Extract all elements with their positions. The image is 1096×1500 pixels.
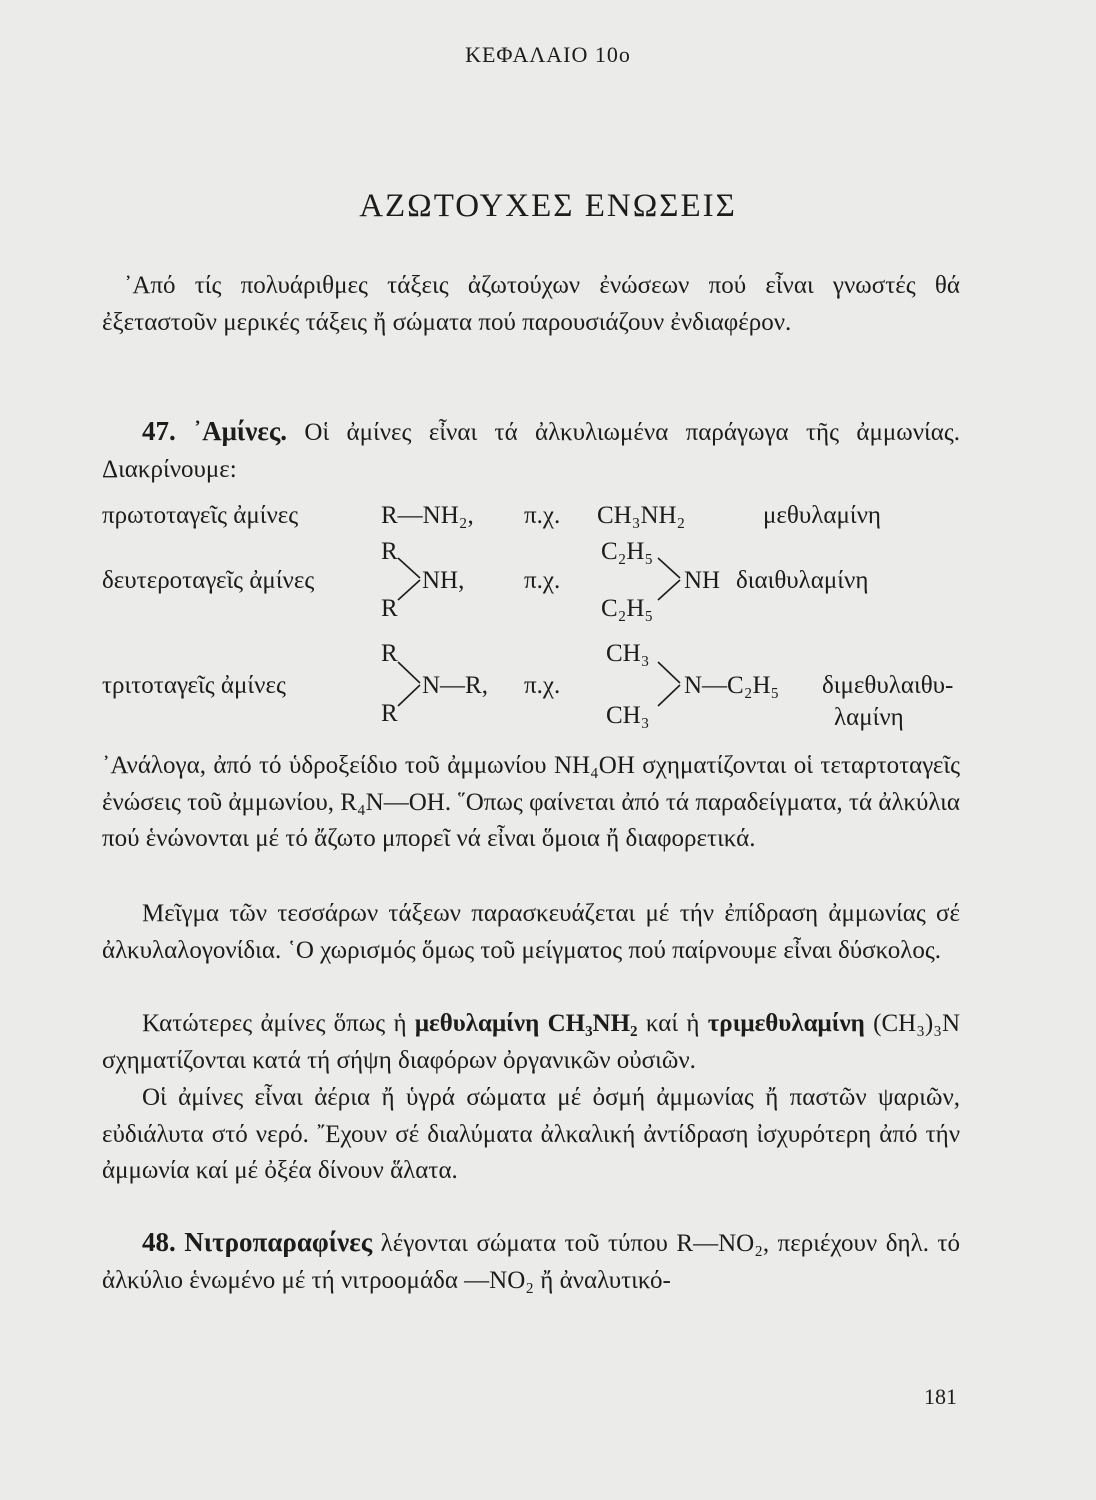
page-number: 181 xyxy=(924,1384,957,1409)
secondary-amines-label: δευτεροταγεῖς ἀμίνες xyxy=(102,567,315,594)
section-48-number: 48. xyxy=(142,1227,176,1257)
secondary-example-group: NH xyxy=(684,567,721,594)
primary-example-formula: CH₃NH₂ xyxy=(597,502,686,529)
paragraph-quaternary: ᾿Ανάλογα, ἀπό τό ὑδροξείδιο τοῦ ἀμμωνίου NH₄OH σχηματίζονται οἱ τεταρτοταγεῖς ἐνώσεις τοῦ ἀμμωνίου, R₄N—OH. ῞Οπως φαίνεται ἀπό τά παραδείγματα, τά ἀλκύλια πού ἑνώνονται μέ τό ἄζωτο μπορεῖ νά εἶναι ὅμοια ἤ διαφορετικά. xyxy=(102,752,960,852)
secondary-r-bottom: R xyxy=(381,595,398,622)
primary-general-formula: R—NH₂, xyxy=(381,502,474,529)
p3-text-c: καί ἡ xyxy=(645,1010,700,1037)
primary-eg: π.χ. xyxy=(524,502,561,529)
chapter-header: ΚΕΦΑΛΑΙΟ 10ο xyxy=(465,42,631,67)
intro-paragraph: ᾿Από τίς πολυάριθμες τάξεις ἀζωτούχων ἐνώσεων πού εἶναι γνωστές θά ἐξεταστοῦν μερικές τάξεις ἤ σώματα πού παρουσιάζουν ἐνδιαφέρον. xyxy=(102,272,960,336)
tertiary-example-name-line2: λαμίνη xyxy=(834,704,904,731)
section-48-text: λέγονται σώματα τοῦ τύπου R—NO₂, περιέχουν δηλ. τό ἀλκύλιο ἑνωμένο μέ τή νιτροομάδα —NO₂ ἤ ἀναλυτικό- xyxy=(102,1230,961,1294)
secondary-eg: π.χ. xyxy=(524,567,561,594)
section-48-paragraph xyxy=(102,1224,960,1299)
section-47-number: 47. xyxy=(142,416,176,446)
tertiary-r-bottom: R xyxy=(381,700,398,727)
secondary-example-bottom: C₂H₅ xyxy=(601,595,654,622)
section-47-text: Οἱ ἀμίνες εἶναι τά ἀλκυλιωμένα παράγωγα τῆς ἀμμωνίας. Διακρίνουμε: xyxy=(102,419,960,483)
primary-amines-label: πρωτοταγεῖς ἀμίνες xyxy=(102,502,299,529)
paragraph-properties: Οἱ ἀμίνες εἶναι ἀέρια ἤ ὑγρά σώματα μέ ὀσμή ἀμμωνίας ἤ παστῶν ψαριῶν, εὐδιάλυτα στό νερό. ῎Εχουν σέ διαλύματα ἀλκαλική ἀντίδραση ἰσχυρότερη ἀπό τήν ἀμμωνία καί μέ ὀξέα δίνουν ἅλατα. xyxy=(102,1084,960,1184)
p3-methylamine: μεθυλαμίνη CH₃NH₂ xyxy=(414,1010,638,1037)
tertiary-example-top: CH₃ xyxy=(606,640,650,667)
paragraph-lower-amines xyxy=(102,1006,960,1079)
tertiary-example-bond-lines xyxy=(656,660,686,710)
paragraph-mixture: Μεῖγμα τῶν τεσσάρων τάξεων παρασκευάζεται μέ τήν ἐπίδραση ἀμμωνίας σέ ἀλκυλαλογονίδια. ῾Ο χωρισμός ὅμως τοῦ μείγματος πού παίρνουμε εἶναι δύσκολος. xyxy=(102,900,960,964)
secondary-r-top: R xyxy=(381,538,398,565)
p3-text-a: Κατώτερες ἀμίνες ὅπως ἡ xyxy=(142,1010,407,1037)
tertiary-eg: π.χ. xyxy=(524,672,561,699)
secondary-example-bond-lines xyxy=(656,556,686,604)
secondary-example-top: C₂H₅ xyxy=(601,538,654,565)
section-47-heading: ᾿Αμίνες. xyxy=(193,416,288,446)
p3-trimethylamine: τριμεθυλαμίνη xyxy=(707,1010,865,1037)
secondary-example-name: διαιθυλαμίνη xyxy=(736,567,869,594)
secondary-general-group: NH, xyxy=(422,567,465,594)
p3-text-e: (CH₃)₃N σχηματίζονται κατά τή σήψη διαφόρων ὀργανικῶν οὐσιῶν. xyxy=(102,1010,961,1074)
section-47-paragraph xyxy=(102,413,960,488)
tertiary-r-top: R xyxy=(381,640,398,667)
tertiary-amines-label: τριτοταγεῖς ἀμίνες xyxy=(102,672,286,699)
tertiary-general-group: N—R, xyxy=(422,672,488,699)
tertiary-example-group: N—C₂H₅ xyxy=(684,672,780,699)
page-title: ΑΖΩΤΟΥΧΕΣ ΕΝΩΣΕΙΣ xyxy=(359,188,737,224)
section-48-heading: Νιτροπαραφίνες xyxy=(184,1227,373,1257)
primary-example-name: μεθυλαμίνη xyxy=(763,502,881,529)
tertiary-example-name-line1: διμεθυλαιθυ- xyxy=(822,672,954,699)
tertiary-example-bottom: CH₃ xyxy=(606,702,650,729)
